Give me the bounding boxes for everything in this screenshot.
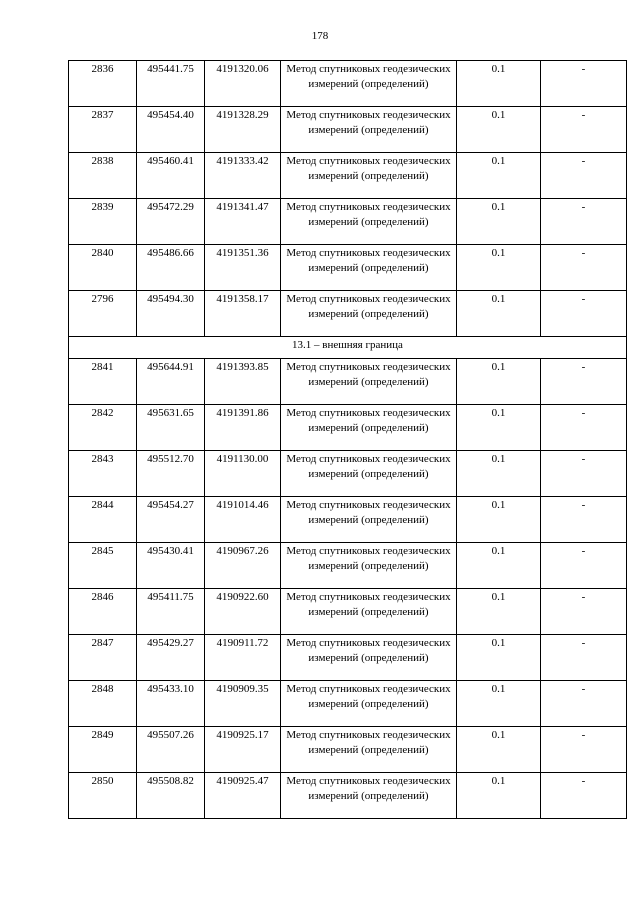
x-coordinate-cell: 495631.65 xyxy=(137,405,205,451)
method-cell: Метод спутниковых геодезических измерений (определений) xyxy=(281,451,457,497)
y-coordinate-cell: 4190967.26 xyxy=(205,543,281,589)
y-coordinate-cell: 4191341.47 xyxy=(205,199,281,245)
point-number-cell: 2840 xyxy=(69,245,137,291)
accuracy-cell: 0.1 xyxy=(457,589,541,635)
y-coordinate-cell: 4190925.17 xyxy=(205,727,281,773)
extra-cell: - xyxy=(541,543,627,589)
table-row xyxy=(69,61,627,107)
extra-cell: - xyxy=(541,635,627,681)
section-row xyxy=(69,337,627,359)
table-row xyxy=(69,497,627,543)
extra-cell: - xyxy=(541,497,627,543)
accuracy-cell: 0.1 xyxy=(457,61,541,107)
x-coordinate-cell: 495411.75 xyxy=(137,589,205,635)
y-coordinate-cell: 4191328.29 xyxy=(205,107,281,153)
table-body-top xyxy=(69,61,627,337)
x-coordinate-cell: 495507.26 xyxy=(137,727,205,773)
method-cell: Метод спутниковых геодезических измерений (определений) xyxy=(281,405,457,451)
table-row xyxy=(69,635,627,681)
method-cell: Метод спутниковых геодезических измерений (определений) xyxy=(281,153,457,199)
x-coordinate-cell: 495460.41 xyxy=(137,153,205,199)
table-row xyxy=(69,451,627,497)
table-row xyxy=(69,543,627,589)
point-number-cell: 2837 xyxy=(69,107,137,153)
x-coordinate-cell: 495472.29 xyxy=(137,199,205,245)
point-number-cell: 2838 xyxy=(69,153,137,199)
y-coordinate-cell: 4191014.46 xyxy=(205,497,281,543)
accuracy-cell: 0.1 xyxy=(457,107,541,153)
x-coordinate-cell: 495454.27 xyxy=(137,497,205,543)
method-cell: Метод спутниковых геодезических измерений (определений) xyxy=(281,497,457,543)
method-cell: Метод спутниковых геодезических измерений (определений) xyxy=(281,199,457,245)
y-coordinate-cell: 4190925.47 xyxy=(205,773,281,819)
y-coordinate-cell: 4190909.35 xyxy=(205,681,281,727)
accuracy-cell: 0.1 xyxy=(457,291,541,337)
x-coordinate-cell: 495429.27 xyxy=(137,635,205,681)
table-row xyxy=(69,405,627,451)
point-number-cell: 2848 xyxy=(69,681,137,727)
accuracy-cell: 0.1 xyxy=(457,543,541,589)
extra-cell: - xyxy=(541,773,627,819)
y-coordinate-cell: 4190922.60 xyxy=(205,589,281,635)
extra-cell: - xyxy=(541,681,627,727)
y-coordinate-cell: 4190911.72 xyxy=(205,635,281,681)
table-row xyxy=(69,245,627,291)
method-cell: Метод спутниковых геодезических измерений (определений) xyxy=(281,773,457,819)
extra-cell: - xyxy=(541,727,627,773)
accuracy-cell: 0.1 xyxy=(457,727,541,773)
extra-cell: - xyxy=(541,153,627,199)
point-number-cell: 2847 xyxy=(69,635,137,681)
method-cell: Метод спутниковых геодезических измерений (определений) xyxy=(281,543,457,589)
x-coordinate-cell: 495430.41 xyxy=(137,543,205,589)
y-coordinate-cell: 4191351.36 xyxy=(205,245,281,291)
table-row xyxy=(69,107,627,153)
method-cell: Метод спутниковых геодезических измерений (определений) xyxy=(281,635,457,681)
point-number-cell: 2839 xyxy=(69,199,137,245)
method-cell: Метод спутниковых геодезических измерений (определений) xyxy=(281,359,457,405)
point-number-cell: 2849 xyxy=(69,727,137,773)
method-cell: Метод спутниковых геодезических измерений (определений) xyxy=(281,107,457,153)
x-coordinate-cell: 495433.10 xyxy=(137,681,205,727)
method-cell: Метод спутниковых геодезических измерений (определений) xyxy=(281,589,457,635)
y-coordinate-cell: 4191320.06 xyxy=(205,61,281,107)
y-coordinate-cell: 4191393.85 xyxy=(205,359,281,405)
point-number-cell: 2842 xyxy=(69,405,137,451)
y-coordinate-cell: 4191358.17 xyxy=(205,291,281,337)
method-cell: Метод спутниковых геодезических измерений (определений) xyxy=(281,61,457,107)
x-coordinate-cell: 495512.70 xyxy=(137,451,205,497)
x-coordinate-cell: 495441.75 xyxy=(137,61,205,107)
x-coordinate-cell: 495494.30 xyxy=(137,291,205,337)
y-coordinate-cell: 4191130.00 xyxy=(205,451,281,497)
y-coordinate-cell: 4191333.42 xyxy=(205,153,281,199)
table-row xyxy=(69,681,627,727)
table-row xyxy=(69,291,627,337)
extra-cell: - xyxy=(541,405,627,451)
accuracy-cell: 0.1 xyxy=(457,199,541,245)
extra-cell: - xyxy=(541,61,627,107)
method-cell: Метод спутниковых геодезических измерений (определений) xyxy=(281,727,457,773)
table-row xyxy=(69,589,627,635)
table-body-bottom xyxy=(69,359,627,819)
point-number-cell: 2841 xyxy=(69,359,137,405)
accuracy-cell: 0.1 xyxy=(457,405,541,451)
method-cell: Метод спутниковых геодезических измерений (определений) xyxy=(281,681,457,727)
x-coordinate-cell: 495454.40 xyxy=(137,107,205,153)
point-number-cell: 2844 xyxy=(69,497,137,543)
point-number-cell: 2845 xyxy=(69,543,137,589)
y-coordinate-cell: 4191391.86 xyxy=(205,405,281,451)
accuracy-cell: 0.1 xyxy=(457,681,541,727)
page-number: 178 xyxy=(311,30,329,42)
accuracy-cell: 0.1 xyxy=(457,773,541,819)
point-number-cell: 2846 xyxy=(69,589,137,635)
section-header xyxy=(69,337,627,359)
point-number-cell: 2796 xyxy=(69,291,137,337)
accuracy-cell: 0.1 xyxy=(457,635,541,681)
table-row xyxy=(69,773,627,819)
extra-cell: - xyxy=(541,451,627,497)
accuracy-cell: 0.1 xyxy=(457,153,541,199)
accuracy-cell: 0.1 xyxy=(457,359,541,405)
accuracy-cell: 0.1 xyxy=(457,245,541,291)
point-number-cell: 2850 xyxy=(69,773,137,819)
extra-cell: - xyxy=(541,589,627,635)
point-number-cell: 2836 xyxy=(69,61,137,107)
x-coordinate-cell: 495644.91 xyxy=(137,359,205,405)
table-row xyxy=(69,199,627,245)
accuracy-cell: 0.1 xyxy=(457,497,541,543)
coordinates-table xyxy=(68,60,627,819)
table-row xyxy=(69,727,627,773)
point-number-cell: 2843 xyxy=(69,451,137,497)
section-title: 13.1 – внешняя граница xyxy=(69,337,627,359)
method-cell: Метод спутниковых геодезических измерений (определений) xyxy=(281,245,457,291)
extra-cell: - xyxy=(541,199,627,245)
accuracy-cell: 0.1 xyxy=(457,451,541,497)
extra-cell: - xyxy=(541,359,627,405)
x-coordinate-cell: 495486.66 xyxy=(137,245,205,291)
x-coordinate-cell: 495508.82 xyxy=(137,773,205,819)
extra-cell: - xyxy=(541,107,627,153)
method-cell: Метод спутниковых геодезических измерений (определений) xyxy=(281,291,457,337)
table-row xyxy=(69,153,627,199)
table-row xyxy=(69,359,627,405)
extra-cell: - xyxy=(541,245,627,291)
extra-cell: - xyxy=(541,291,627,337)
